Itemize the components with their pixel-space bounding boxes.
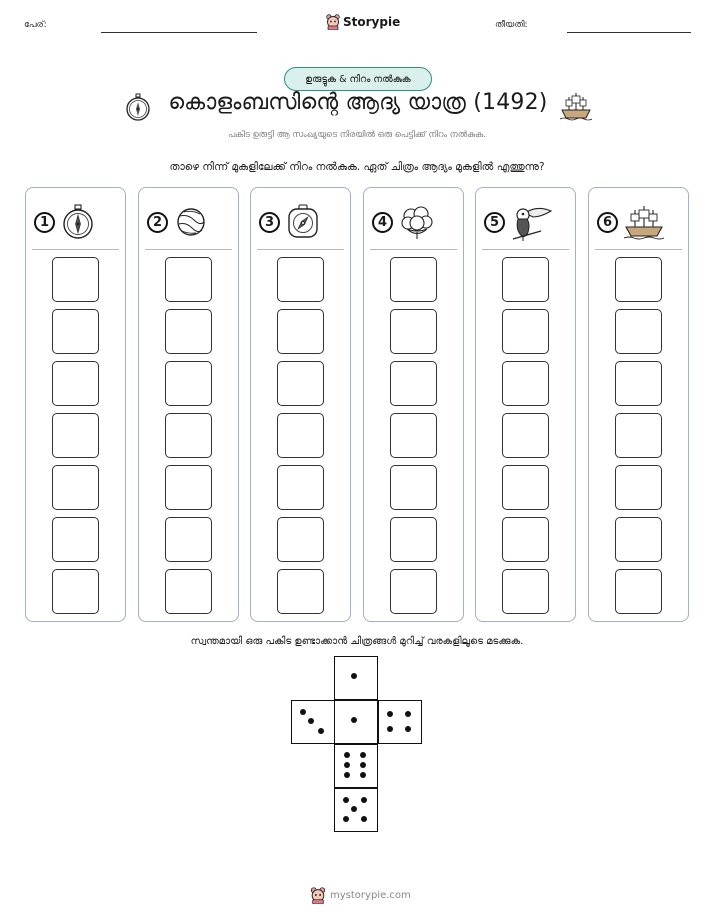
color-box[interactable] bbox=[390, 361, 437, 406]
column-1 bbox=[25, 187, 126, 622]
footer bbox=[310, 887, 411, 904]
column-divider bbox=[257, 249, 344, 250]
color-box[interactable] bbox=[277, 569, 324, 614]
dice-pip bbox=[405, 711, 411, 717]
dice-pip bbox=[360, 752, 366, 758]
dice-cut-instruction: സ്വന്തമായി ഒരു പകിട ഉണ്ടാക്കാൻ ചിത്രങ്ങൾ മുറിച്ച് വരകളിലൂടെ മടക്കുക. bbox=[190, 636, 524, 647]
color-box[interactable] bbox=[390, 413, 437, 458]
color-box[interactable] bbox=[165, 569, 212, 614]
color-box[interactable] bbox=[615, 257, 662, 302]
color-box[interactable] bbox=[615, 309, 662, 354]
color-box[interactable] bbox=[165, 257, 212, 302]
dice-pip bbox=[344, 752, 350, 758]
color-box[interactable] bbox=[615, 361, 662, 406]
column-divider bbox=[32, 249, 119, 250]
color-box[interactable] bbox=[165, 465, 212, 510]
navigation-compass-icon bbox=[286, 204, 320, 240]
color-box[interactable] bbox=[390, 257, 437, 302]
dice-pip bbox=[344, 762, 350, 768]
column-number: 2 bbox=[147, 212, 168, 233]
color-box[interactable] bbox=[277, 361, 324, 406]
column-4 bbox=[363, 187, 464, 622]
brand-logo bbox=[326, 14, 400, 30]
storypie-mascot-icon bbox=[326, 14, 340, 30]
column-3 bbox=[250, 187, 351, 622]
color-box[interactable] bbox=[390, 465, 437, 510]
color-box[interactable] bbox=[277, 465, 324, 510]
dice-pip bbox=[361, 797, 367, 803]
dice-pip bbox=[351, 673, 357, 679]
color-box[interactable] bbox=[390, 517, 437, 562]
color-box[interactable] bbox=[277, 517, 324, 562]
dice-pip bbox=[387, 726, 393, 732]
color-box[interactable] bbox=[52, 465, 99, 510]
color-box[interactable] bbox=[502, 309, 549, 354]
column-number: 1 bbox=[34, 212, 55, 233]
color-box[interactable] bbox=[277, 257, 324, 302]
color-box[interactable] bbox=[615, 465, 662, 510]
column-number: 4 bbox=[372, 212, 393, 233]
brand-name: Storypie bbox=[343, 15, 401, 29]
coloring-instruction: താഴെ നിന്ന് മുകളിലേക്ക് നിറം നൽകുക. ഏത് ചിത്രം ആദ്യം മുകളിൽ എത്തുന്നു? bbox=[169, 161, 545, 173]
column-number: 5 bbox=[484, 212, 505, 233]
activity-badge: ഉരുട്ടുക & നിറം നൽകുക bbox=[284, 67, 432, 91]
compass-icon bbox=[61, 204, 95, 240]
date-field-line[interactable] bbox=[567, 32, 691, 33]
page-subtitle: പകിട ഉരുട്ടി ആ സംഖ്യയുടെ നിരയിൽ ഒരു പെട്ടിക്ക് നിറം നൽകുക. bbox=[228, 130, 486, 140]
color-box[interactable] bbox=[165, 309, 212, 354]
color-box[interactable] bbox=[390, 569, 437, 614]
color-box[interactable] bbox=[52, 309, 99, 354]
page-title: കൊളംബസിന്റെ ആദ്യ യാത്ര (1492) bbox=[168, 90, 548, 115]
dice-pip bbox=[405, 726, 411, 732]
dice-face-6 bbox=[334, 744, 378, 788]
color-box[interactable] bbox=[52, 413, 99, 458]
dice-face-1 bbox=[334, 656, 378, 700]
column-2 bbox=[138, 187, 239, 622]
color-box[interactable] bbox=[277, 413, 324, 458]
dice-pip bbox=[360, 772, 366, 778]
color-box[interactable] bbox=[52, 257, 99, 302]
column-number: 6 bbox=[597, 212, 618, 233]
compass-icon bbox=[124, 93, 152, 121]
dice-pip bbox=[360, 762, 366, 768]
color-box[interactable] bbox=[277, 309, 324, 354]
ship-icon bbox=[624, 204, 664, 240]
color-box[interactable] bbox=[502, 465, 549, 510]
dice-face-4 bbox=[378, 700, 422, 744]
dice-pip bbox=[361, 816, 367, 822]
cotton-icon bbox=[399, 204, 435, 240]
column-5 bbox=[475, 187, 576, 622]
color-box[interactable] bbox=[615, 413, 662, 458]
column-6 bbox=[588, 187, 689, 622]
toucan-icon bbox=[511, 201, 555, 243]
dice-pip bbox=[387, 711, 393, 717]
color-box[interactable] bbox=[615, 517, 662, 562]
color-box[interactable] bbox=[52, 361, 99, 406]
name-label: പേര്: bbox=[24, 20, 47, 30]
dice-pip bbox=[343, 816, 349, 822]
ship-icon bbox=[560, 91, 592, 121]
date-label: തീയതി: bbox=[495, 20, 528, 30]
color-box[interactable] bbox=[390, 309, 437, 354]
color-box[interactable] bbox=[502, 517, 549, 562]
color-box[interactable] bbox=[502, 257, 549, 302]
dice-face-3 bbox=[291, 700, 335, 744]
column-number: 3 bbox=[259, 212, 280, 233]
color-box[interactable] bbox=[502, 413, 549, 458]
column-divider bbox=[145, 249, 232, 250]
dice-pip bbox=[300, 709, 306, 715]
dice-face-5 bbox=[334, 788, 378, 832]
color-box[interactable] bbox=[165, 413, 212, 458]
dice-pip bbox=[308, 718, 314, 724]
color-box[interactable] bbox=[165, 361, 212, 406]
column-divider bbox=[370, 249, 457, 250]
color-box[interactable] bbox=[502, 361, 549, 406]
globe-icon bbox=[174, 204, 208, 240]
dice-pip bbox=[344, 772, 350, 778]
dice-pip bbox=[343, 797, 349, 803]
color-box[interactable] bbox=[52, 517, 99, 562]
color-box[interactable] bbox=[52, 569, 99, 614]
dice-pip bbox=[351, 717, 357, 723]
color-box[interactable] bbox=[615, 569, 662, 614]
dice-pip bbox=[351, 806, 357, 812]
column-divider bbox=[595, 249, 682, 250]
color-box[interactable] bbox=[165, 517, 212, 562]
dice-face-1 bbox=[334, 700, 378, 744]
footer-url[interactable]: mystorypie.com bbox=[330, 890, 411, 901]
storypie-mascot-icon bbox=[310, 887, 326, 904]
name-field-line[interactable] bbox=[101, 32, 257, 33]
column-divider bbox=[482, 249, 569, 250]
color-box[interactable] bbox=[502, 569, 549, 614]
dice-pip bbox=[318, 728, 324, 734]
